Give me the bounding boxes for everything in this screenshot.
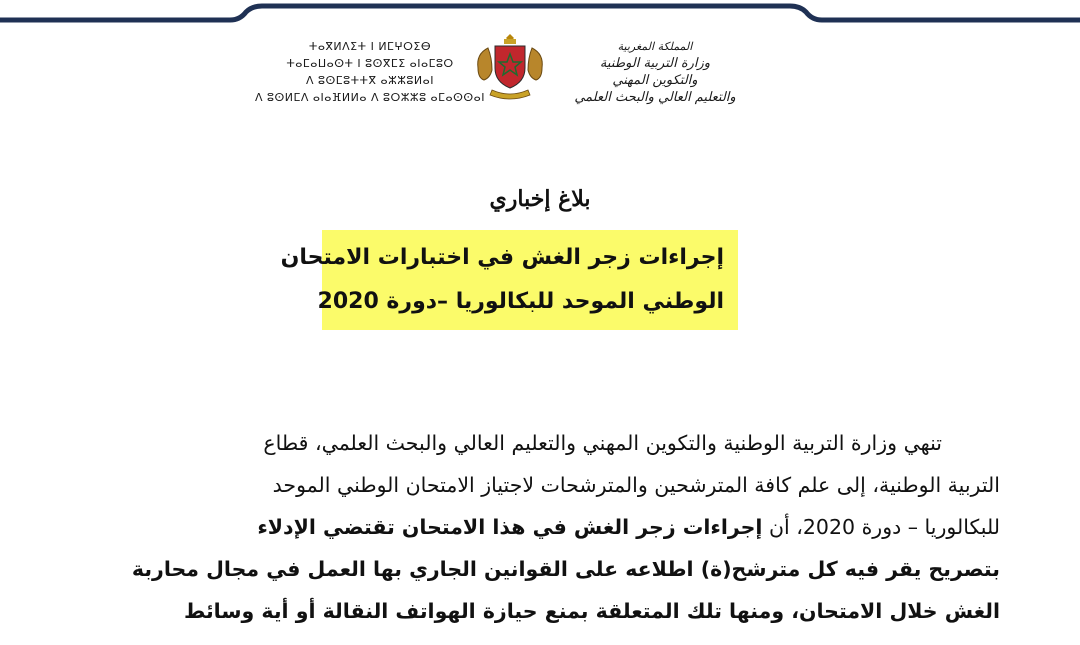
- body-line: بتصريح يقر فيه كل مترشح(ة) اطلاعه على القوانين الجاري بها العمل في مجال محاربة: [131, 557, 1000, 581]
- arabic-header-line: المملكة المغربية: [617, 40, 693, 53]
- tifinagh-line: ⴷ ⵓⵙⵎⵓⵜⵜⴳ ⴰⵣⵣⵓⵍⴰⵏ: [306, 74, 434, 87]
- notice-label: بلاغ إخباري: [489, 186, 591, 212]
- header-decorative-border: [0, 0, 1080, 30]
- tifinagh-line: ⵜⴰⴳⵍⴷⵉⵜ ⵏ ⵍⵎⵖⵔⵉⴱ: [308, 40, 432, 53]
- arabic-header-line: والتكوين المهني: [612, 73, 698, 88]
- body-text-normal: للبكالوريا – دورة 2020، أن: [768, 515, 1000, 539]
- tifinagh-line: ⵜⴰⵎⴰⵡⴰⵙⵜ ⵏ ⵓⵙⴳⵎⵉ ⴰⵏⴰⵎⵓⵔ: [286, 57, 454, 70]
- tifinagh-line: ⴷ ⵓⵙⵍⵎⴷ ⴰⵏⴰⴼⵍⵍⴰ ⴷ ⵓⵔⵣⵣⵓ ⴰⵎⴰⵙⵙⴰⵏ: [255, 91, 485, 104]
- ministry-name-tifinagh: [255, 38, 485, 106]
- body-line: [82, 506, 1000, 548]
- moroccan-coat-of-arms-logo: [470, 28, 550, 100]
- highlighted-title: [280, 230, 738, 330]
- arabic-header-line: وزارة التربية الوطنية: [599, 56, 711, 71]
- title-line: إجراءات زجر الغش في اختبارات الامتحان: [280, 245, 724, 270]
- arabic-header-line: والتعليم العالي والبحث العلمي: [574, 90, 736, 105]
- ministry-name-arabic: [555, 38, 755, 106]
- body-line: تنهي وزارة التربية الوطنية والتكوين المهني والتعليم العالي والبحث العلمي، قطاع: [263, 431, 942, 455]
- body-text-bold: إجراءات زجر الغش في هذا الامتحان تقتضي الإدلاء: [257, 515, 763, 539]
- body-line: الغش خلال الامتحان، ومنها تلك المتعلقة بمنع حيازة الهواتف النقالة أو أية وسائط: [184, 599, 1000, 623]
- body-line: التربية الوطنية، إلى علم كافة المترشحين والمترشحات لاجتياز الامتحان الوطني الموحد: [272, 473, 1000, 497]
- body-paragraph: [82, 422, 1000, 632]
- title-line: الوطني الموحد للبكالوريا –دورة 2020: [317, 289, 724, 314]
